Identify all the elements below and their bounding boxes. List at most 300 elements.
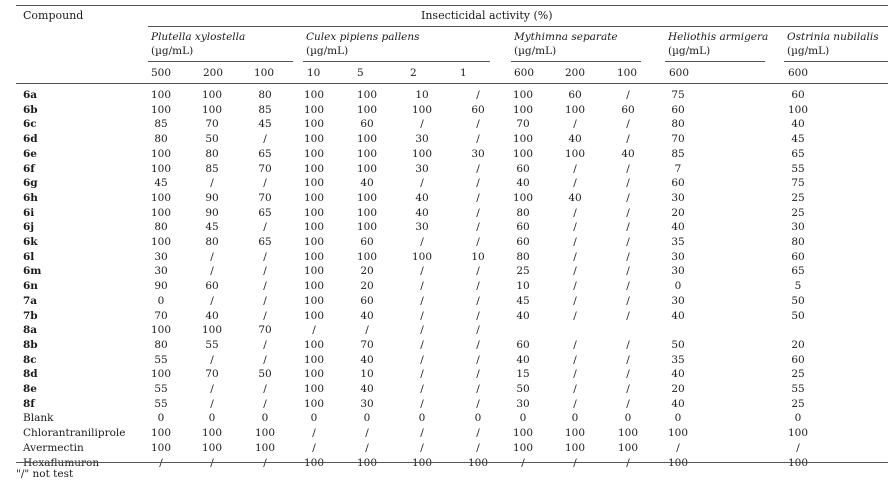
activity-value: 40 bbox=[360, 177, 374, 189]
concentration-label: 100 bbox=[617, 67, 638, 79]
activity-value: 30 bbox=[471, 148, 485, 160]
activity-value: 30 bbox=[415, 221, 429, 233]
species-unit: (µg/mL) bbox=[151, 45, 194, 57]
activity-value: 0 bbox=[624, 412, 632, 424]
activity-value: 100 bbox=[617, 427, 639, 439]
activity-value: 40 bbox=[671, 310, 685, 322]
activity-value: 100 bbox=[512, 89, 534, 101]
species-name: Plutella xylostella bbox=[151, 31, 246, 43]
activity-value: / bbox=[420, 310, 424, 322]
activity-value: 100 bbox=[303, 221, 325, 233]
activity-value: / bbox=[573, 265, 577, 277]
activity-value: 80 bbox=[791, 236, 805, 248]
activity-value: 100 bbox=[667, 457, 689, 469]
activity-value: / bbox=[476, 192, 480, 204]
activity-value: / bbox=[573, 310, 577, 322]
compound-label: 6i bbox=[23, 207, 35, 219]
activity-value: 45 bbox=[154, 177, 168, 189]
activity-value: 35 bbox=[671, 354, 685, 366]
activity-value: 100 bbox=[150, 236, 172, 248]
compound-label: Chlorantraniliprole bbox=[23, 427, 126, 439]
activity-value: / bbox=[626, 133, 630, 145]
activity-value: / bbox=[626, 295, 630, 307]
activity-value: 65 bbox=[258, 148, 272, 160]
activity-value: / bbox=[420, 177, 424, 189]
activity-value: 100 bbox=[356, 133, 378, 145]
activity-value: 100 bbox=[356, 163, 378, 175]
activity-value: 15 bbox=[516, 368, 530, 380]
activity-value: 55 bbox=[205, 339, 219, 351]
activity-value: / bbox=[476, 163, 480, 175]
activity-value: / bbox=[476, 295, 480, 307]
activity-value: 70 bbox=[258, 324, 272, 336]
activity-value: / bbox=[420, 236, 424, 248]
compound-label: 6d bbox=[23, 133, 38, 145]
activity-value: / bbox=[263, 177, 267, 189]
activity-value: 100 bbox=[201, 104, 223, 116]
activity-value: / bbox=[626, 310, 630, 322]
activity-value: / bbox=[573, 207, 577, 219]
activity-value: 100 bbox=[150, 192, 172, 204]
activity-value: / bbox=[573, 163, 577, 175]
activity-value: 60 bbox=[516, 221, 530, 233]
species-name: Mythimna separate bbox=[514, 31, 618, 43]
compound-label: 6j bbox=[23, 221, 35, 233]
activity-value: 65 bbox=[258, 207, 272, 219]
activity-value: / bbox=[210, 251, 214, 263]
activity-value: 70 bbox=[258, 192, 272, 204]
compound-label: 8c bbox=[23, 354, 37, 366]
activity-value: 7 bbox=[674, 163, 682, 175]
activity-value: 60 bbox=[671, 177, 685, 189]
activity-value: 100 bbox=[303, 133, 325, 145]
activity-value: 100 bbox=[254, 427, 276, 439]
footnote: "/" not test bbox=[16, 468, 74, 480]
activity-value: 55 bbox=[154, 383, 168, 395]
activity-value: 80 bbox=[154, 133, 168, 145]
activity-value: 70 bbox=[360, 339, 374, 351]
activity-value: 75 bbox=[671, 89, 685, 101]
compound-column-header: Compound bbox=[23, 9, 84, 22]
activity-value: / bbox=[626, 177, 630, 189]
activity-value: / bbox=[365, 442, 369, 454]
activity-value: 0 bbox=[474, 412, 482, 424]
activity-value: / bbox=[263, 383, 267, 395]
concentration-label: 5 bbox=[357, 67, 364, 79]
activity-value: 100 bbox=[303, 207, 325, 219]
activity-value: 100 bbox=[411, 457, 433, 469]
activity-value: 25 bbox=[791, 207, 805, 219]
activity-value: / bbox=[263, 339, 267, 351]
compound-label: 6a bbox=[23, 89, 38, 101]
activity-value: 80 bbox=[516, 251, 530, 263]
activity-value: / bbox=[210, 354, 214, 366]
activity-value: / bbox=[263, 251, 267, 263]
activity-value: 60 bbox=[360, 295, 374, 307]
activity-value: 40 bbox=[516, 177, 530, 189]
concentration-label: 200 bbox=[565, 67, 586, 79]
compound-label: 7b bbox=[23, 310, 38, 322]
activity-value: / bbox=[573, 383, 577, 395]
activity-value: 85 bbox=[258, 104, 272, 116]
activity-value: 100 bbox=[356, 192, 378, 204]
activity-value: / bbox=[420, 442, 424, 454]
activity-value: 100 bbox=[356, 251, 378, 263]
activity-value: / bbox=[476, 207, 480, 219]
activity-value: 0 bbox=[157, 295, 165, 307]
activity-value: 60 bbox=[360, 118, 374, 130]
activity-value: / bbox=[476, 177, 480, 189]
activity-value: 25 bbox=[516, 265, 530, 277]
species-unit: (µg/mL) bbox=[668, 45, 711, 57]
activity-value: 100 bbox=[411, 251, 433, 263]
activity-value: 100 bbox=[564, 104, 586, 116]
activity-value: / bbox=[476, 368, 480, 380]
activity-value: 60 bbox=[205, 280, 219, 292]
activity-value: / bbox=[476, 221, 480, 233]
activity-value: 20 bbox=[791, 339, 805, 351]
activity-value: 50 bbox=[516, 383, 530, 395]
activity-value: / bbox=[312, 324, 316, 336]
activity-value: 100 bbox=[564, 427, 586, 439]
compound-label: 6k bbox=[23, 236, 38, 248]
activity-value: / bbox=[476, 354, 480, 366]
activity-value: 30 bbox=[415, 163, 429, 175]
activity-value: 100 bbox=[150, 89, 172, 101]
activity-value: / bbox=[210, 295, 214, 307]
activity-value: / bbox=[626, 207, 630, 219]
activity-value: / bbox=[626, 118, 630, 130]
activity-value: 70 bbox=[516, 118, 530, 130]
activity-value: 80 bbox=[154, 339, 168, 351]
species-rule bbox=[148, 61, 293, 62]
activity-value: 40 bbox=[516, 354, 530, 366]
activity-value: 100 bbox=[303, 104, 325, 116]
activity-value: 30 bbox=[415, 133, 429, 145]
activity-value: 0 bbox=[571, 412, 579, 424]
concentration-label: 10 bbox=[307, 67, 321, 79]
activity-value: / bbox=[210, 177, 214, 189]
activity-value: 30 bbox=[360, 398, 374, 410]
activity-value: 30 bbox=[154, 251, 168, 263]
activity-value: / bbox=[626, 89, 630, 101]
activity-value: / bbox=[420, 339, 424, 351]
activity-value: 100 bbox=[787, 104, 809, 116]
activity-value: 30 bbox=[671, 295, 685, 307]
activity-value: 30 bbox=[671, 265, 685, 277]
compound-label: Avermectin bbox=[23, 442, 84, 454]
compound-label: 8d bbox=[23, 368, 38, 380]
activity-value: / bbox=[796, 442, 800, 454]
activity-value: / bbox=[573, 251, 577, 263]
activity-value: 40 bbox=[360, 383, 374, 395]
concentration-label: 600 bbox=[788, 67, 809, 79]
activity-value: 40 bbox=[568, 192, 582, 204]
activity-value: 40 bbox=[415, 192, 429, 204]
activity-value: 100 bbox=[150, 442, 172, 454]
activity-value: 45 bbox=[516, 295, 530, 307]
concentration-label: 200 bbox=[203, 67, 224, 79]
activity-value: 100 bbox=[150, 427, 172, 439]
activity-value: 40 bbox=[671, 368, 685, 380]
activity-value: 100 bbox=[303, 280, 325, 292]
activity-value: / bbox=[573, 236, 577, 248]
activity-value: / bbox=[263, 280, 267, 292]
concentration-label: 600 bbox=[669, 67, 690, 79]
activity-value: / bbox=[573, 398, 577, 410]
activity-value: 0 bbox=[208, 412, 216, 424]
activity-value: 10 bbox=[471, 251, 485, 263]
activity-value: 100 bbox=[303, 295, 325, 307]
activity-value: 100 bbox=[512, 148, 534, 160]
compound-label: 6b bbox=[23, 104, 38, 116]
activity-value: 0 bbox=[519, 412, 527, 424]
activity-value: 40 bbox=[791, 118, 805, 130]
activity-value: 70 bbox=[205, 118, 219, 130]
activity-value: 100 bbox=[411, 148, 433, 160]
activity-value: / bbox=[626, 192, 630, 204]
activity-value: / bbox=[420, 398, 424, 410]
activity-value: 0 bbox=[310, 412, 318, 424]
activity-value: 20 bbox=[671, 207, 685, 219]
activity-value: 40 bbox=[360, 310, 374, 322]
activity-value: / bbox=[626, 354, 630, 366]
activity-value: 55 bbox=[154, 398, 168, 410]
activity-value: 25 bbox=[791, 398, 805, 410]
species-rule bbox=[511, 61, 641, 62]
activity-value: 100 bbox=[201, 324, 223, 336]
activity-value: 60 bbox=[568, 89, 582, 101]
activity-value: 100 bbox=[512, 427, 534, 439]
activity-value: / bbox=[476, 265, 480, 277]
activity-value: 85 bbox=[205, 163, 219, 175]
activity-value: / bbox=[263, 457, 267, 469]
activity-value: / bbox=[626, 383, 630, 395]
activity-value: / bbox=[420, 354, 424, 366]
activity-value: 45 bbox=[791, 133, 805, 145]
activity-value: / bbox=[626, 265, 630, 277]
activity-value: 100 bbox=[512, 192, 534, 204]
activity-value: 100 bbox=[356, 89, 378, 101]
activity-value: 100 bbox=[512, 104, 534, 116]
activity-value: 90 bbox=[205, 207, 219, 219]
activity-value: 10 bbox=[516, 280, 530, 292]
activity-value: 40 bbox=[360, 354, 374, 366]
species-unit: (µg/mL) bbox=[306, 45, 349, 57]
activity-value: / bbox=[476, 280, 480, 292]
activity-value: 100 bbox=[303, 148, 325, 160]
activity-value: 0 bbox=[794, 412, 802, 424]
activity-value: 50 bbox=[258, 368, 272, 380]
activity-value: / bbox=[420, 383, 424, 395]
activity-value: 40 bbox=[671, 398, 685, 410]
activity-value: 100 bbox=[356, 148, 378, 160]
activity-value: 100 bbox=[411, 104, 433, 116]
activity-value: 65 bbox=[258, 236, 272, 248]
activity-value: 50 bbox=[205, 133, 219, 145]
activity-value: 100 bbox=[617, 442, 639, 454]
activity-value: / bbox=[420, 295, 424, 307]
activity-value: 100 bbox=[303, 265, 325, 277]
activity-value: 85 bbox=[671, 148, 685, 160]
activity-value: 55 bbox=[154, 354, 168, 366]
activity-value: 10 bbox=[360, 368, 374, 380]
activity-value: / bbox=[210, 398, 214, 410]
compound-label: 8b bbox=[23, 339, 38, 351]
activity-value: 10 bbox=[415, 89, 429, 101]
activity-value: 80 bbox=[154, 221, 168, 233]
activity-value: / bbox=[476, 89, 480, 101]
activity-value: 60 bbox=[671, 104, 685, 116]
activity-value: / bbox=[573, 354, 577, 366]
activity-value: 80 bbox=[205, 236, 219, 248]
activity-value: / bbox=[420, 368, 424, 380]
activity-value: / bbox=[573, 280, 577, 292]
activity-header: Insecticidal activity (%) bbox=[421, 9, 553, 22]
compound-label: 6h bbox=[23, 192, 38, 204]
activity-value: 75 bbox=[791, 177, 805, 189]
activity-header-rule bbox=[148, 26, 888, 27]
activity-value: / bbox=[626, 251, 630, 263]
activity-value: / bbox=[676, 442, 680, 454]
activity-value: 30 bbox=[671, 192, 685, 204]
activity-value: / bbox=[263, 221, 267, 233]
activity-value: / bbox=[573, 457, 577, 469]
activity-value: 100 bbox=[150, 104, 172, 116]
activity-value: / bbox=[420, 324, 424, 336]
activity-value: 80 bbox=[205, 148, 219, 160]
activity-value: 0 bbox=[674, 280, 682, 292]
activity-value: 40 bbox=[415, 207, 429, 219]
concentration-label: 2 bbox=[410, 67, 417, 79]
activity-value: / bbox=[263, 354, 267, 366]
compound-label: 7a bbox=[23, 295, 38, 307]
activity-value: 100 bbox=[150, 163, 172, 175]
header-bottom-rule bbox=[16, 83, 888, 84]
activity-value: 100 bbox=[303, 383, 325, 395]
activity-value: 30 bbox=[671, 251, 685, 263]
activity-value: 65 bbox=[791, 148, 805, 160]
activity-value: 0 bbox=[363, 412, 371, 424]
activity-value: 40 bbox=[205, 310, 219, 322]
activity-value: 100 bbox=[150, 148, 172, 160]
activity-value: 100 bbox=[303, 368, 325, 380]
compound-label: 6n bbox=[23, 280, 38, 292]
activity-value: / bbox=[626, 236, 630, 248]
activity-value: 70 bbox=[671, 133, 685, 145]
activity-value: / bbox=[476, 383, 480, 395]
activity-value: / bbox=[476, 398, 480, 410]
activity-value: / bbox=[476, 339, 480, 351]
activity-value: / bbox=[210, 457, 214, 469]
activity-value: 40 bbox=[516, 310, 530, 322]
activity-value: 80 bbox=[671, 118, 685, 130]
activity-value: 50 bbox=[791, 295, 805, 307]
activity-value: / bbox=[263, 133, 267, 145]
activity-value: 100 bbox=[667, 427, 689, 439]
activity-value: / bbox=[626, 368, 630, 380]
activity-value: / bbox=[626, 163, 630, 175]
activity-value: 60 bbox=[516, 163, 530, 175]
activity-value: 100 bbox=[356, 207, 378, 219]
activity-value: 50 bbox=[671, 339, 685, 351]
activity-value: / bbox=[626, 339, 630, 351]
activity-value: 30 bbox=[791, 221, 805, 233]
activity-value: 60 bbox=[516, 339, 530, 351]
activity-value: / bbox=[573, 295, 577, 307]
activity-value: 90 bbox=[154, 280, 168, 292]
activity-value: / bbox=[365, 427, 369, 439]
activity-value: / bbox=[573, 118, 577, 130]
activity-value: 60 bbox=[471, 104, 485, 116]
activity-value: 60 bbox=[791, 89, 805, 101]
activity-value: 45 bbox=[205, 221, 219, 233]
activity-value: 100 bbox=[303, 251, 325, 263]
activity-value: / bbox=[573, 339, 577, 351]
concentration-label: 600 bbox=[514, 67, 535, 79]
activity-value: 100 bbox=[303, 236, 325, 248]
activity-value: 40 bbox=[568, 133, 582, 145]
activity-value: / bbox=[573, 221, 577, 233]
activity-value: 55 bbox=[791, 163, 805, 175]
activity-value: 60 bbox=[791, 354, 805, 366]
species-rule bbox=[303, 61, 490, 62]
activity-value: / bbox=[312, 427, 316, 439]
concentration-label: 1 bbox=[460, 67, 467, 79]
activity-value: 100 bbox=[201, 442, 223, 454]
activity-value: 100 bbox=[201, 427, 223, 439]
activity-value: 50 bbox=[791, 310, 805, 322]
activity-value: / bbox=[420, 427, 424, 439]
activity-value: 100 bbox=[303, 192, 325, 204]
activity-value: / bbox=[263, 398, 267, 410]
activity-value: 40 bbox=[621, 148, 635, 160]
activity-value: / bbox=[573, 368, 577, 380]
activity-value: / bbox=[420, 265, 424, 277]
activity-value: / bbox=[626, 457, 630, 469]
activity-value: 5 bbox=[794, 280, 802, 292]
activity-value: 100 bbox=[564, 442, 586, 454]
activity-value: 70 bbox=[154, 310, 168, 322]
activity-value: / bbox=[476, 133, 480, 145]
compound-label: 8f bbox=[23, 398, 35, 410]
activity-value: 40 bbox=[671, 221, 685, 233]
species-name: Heliothis armigera bbox=[668, 31, 769, 43]
activity-value: / bbox=[312, 442, 316, 454]
activity-value: 100 bbox=[356, 104, 378, 116]
activity-value: / bbox=[476, 442, 480, 454]
activity-value: 30 bbox=[154, 265, 168, 277]
activity-value: 100 bbox=[201, 89, 223, 101]
activity-value: 100 bbox=[303, 310, 325, 322]
activity-value: 100 bbox=[787, 427, 809, 439]
activity-value: 100 bbox=[356, 221, 378, 233]
activity-value: / bbox=[573, 177, 577, 189]
activity-value: / bbox=[521, 457, 525, 469]
activity-value: / bbox=[210, 265, 214, 277]
activity-value: 20 bbox=[360, 265, 374, 277]
activity-value: 100 bbox=[303, 339, 325, 351]
activity-value: / bbox=[626, 221, 630, 233]
compound-label: 8a bbox=[23, 324, 38, 336]
activity-value: 25 bbox=[791, 368, 805, 380]
compound-label: 6l bbox=[23, 251, 35, 263]
compound-label: Hexaflumuron bbox=[23, 457, 100, 469]
species-name: Culex pipiens pallens bbox=[306, 31, 420, 43]
activity-value: / bbox=[210, 383, 214, 395]
activity-value: 20 bbox=[671, 383, 685, 395]
activity-value: / bbox=[159, 457, 163, 469]
